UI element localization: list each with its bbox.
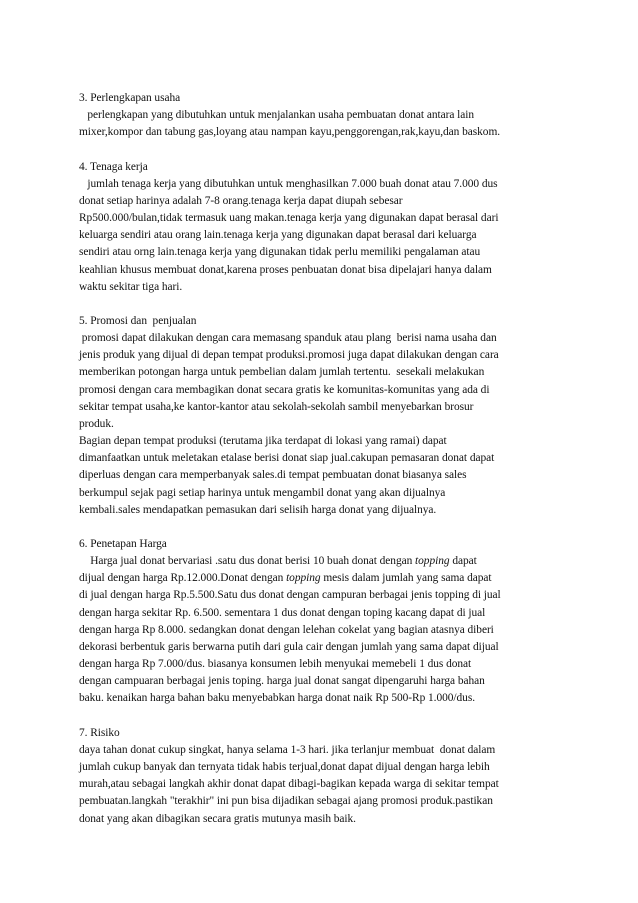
section-risiko: [79, 725, 569, 828]
section-harga: [79, 536, 569, 708]
document-page: [79, 90, 569, 845]
section-heading: [79, 725, 569, 742]
text-run: di jual dengan harga Rp.5.500.Satu dus donat dengan campuran berbagai jenis topping di jual: [79, 589, 501, 602]
paragraph-line: [79, 622, 569, 639]
text-run: Bagian depan tempat produksi (terutama jika terdapat di lokasi yang ramai) dapat: [79, 435, 447, 448]
text-run: mixer,kompor dan tabung gas,loyang atau nampan kayu,penggorengan,rak,kayu,dan baskom.: [79, 126, 501, 139]
text-run: berkumpul sejak pagi setiap harinya untuk mengambil donat yang akan dijualnya: [79, 486, 446, 499]
text-run: diperluas dengan cara memperbanyak sales.di tempat pembuatan donat biasanya sales: [79, 469, 467, 482]
paragraph-line: [79, 587, 569, 604]
paragraph-line: [79, 553, 569, 570]
paragraph-line: [79, 227, 569, 244]
text-run: dijual dengan harga Rp.12.000.Donat dengan: [79, 572, 287, 585]
text-run: 6. Penetapan Harga: [79, 538, 167, 551]
paragraph-line: [79, 382, 569, 399]
paragraph-line: [79, 605, 569, 622]
text-run: 5. Promosi dan penjualan: [79, 315, 197, 327]
text-run: waktu sekitar tiga hari.: [79, 280, 183, 293]
text-run: Rp500.000/bulan,tidak termasuk uang makan.tenaga kerja yang digunakan dapat berasal dari: [79, 212, 499, 225]
paragraph-line: [79, 107, 569, 124]
section-promosi: [79, 313, 569, 519]
paragraph-line: [79, 811, 569, 828]
paragraph-line: [79, 330, 569, 347]
paragraph-line: [79, 502, 569, 519]
italic-term: topping: [415, 555, 450, 568]
paragraph-line: [79, 347, 569, 364]
text-run: keahlian khusus membuat donat,karena proses penbuatan donat bisa dipelajari hanya dalam: [79, 263, 492, 276]
text-run: pembuatan.langkah "terakhir" ini pun bisa dijadikan sebagai ajang promosi produk.pastikan: [79, 795, 493, 808]
text-run: dengan campuaran berbagai jenis toping. harga jual donat sangat dipengaruhi harga bahan: [79, 675, 485, 688]
text-run: dengan harga sekitar Rp. 6.500. sementara 1 dus donat dengan toping kacang dapat di jual: [79, 606, 486, 619]
text-run: perlengkapan yang dibutuhkan untuk menjalankan usaha pembuatan donat antara lain: [79, 109, 475, 122]
paragraph-line: [79, 485, 569, 502]
paragraph-line: [79, 262, 569, 279]
paragraph-line: [79, 656, 569, 673]
paragraph-line: [79, 416, 569, 433]
paragraph-line: [79, 673, 569, 690]
paragraph-line: [79, 176, 569, 193]
paragraph-line: [79, 124, 569, 141]
text-run: dengan harga Rp 8.000. sedangkan donat dengan lelehan cokelat yang bagian atasnya diberi: [79, 623, 494, 636]
text-run: dengan harga Rp 7.000/dus. biasanya konsumen lebih menyukai memebeli 1 dus donat: [79, 658, 472, 671]
text-run: dekorasi berbentuk garis berwarna putih dari gula cair dengan jumlah yang sama dapat dijual: [79, 640, 499, 653]
paragraph-line: [79, 690, 569, 707]
text-run: donat setiap harinya adalah 7-8 orang.tenaga kerja dapat diupah sebesar: [79, 194, 403, 207]
paragraph-line: [79, 210, 569, 227]
section-heading: [79, 536, 569, 553]
paragraph-line: [79, 639, 569, 656]
paragraph-line: [79, 399, 569, 416]
paragraph-line: [79, 193, 569, 210]
text-run: sendiri atau orng lain.tenaga kerja yang digunakan tidak perlu memiliki pengalaman atau: [79, 246, 481, 259]
text-run: kembali.sales mendapatkan pemasukan dari selisih harga donat yang dijualnya.: [79, 503, 437, 516]
paragraph-line: [79, 279, 569, 296]
paragraph-line: [79, 776, 569, 793]
paragraph-line: [79, 742, 569, 759]
text-run: keluarga sendiri atau orang lain.tenaga kerja yang digunakan dapat berasal dari keluarga: [79, 229, 477, 242]
paragraph-line: [79, 364, 569, 381]
text-run: jumlah tenaga kerja yang dibutuhkan untuk menghasilkan 7.000 buah donat atau 7.000 dus: [79, 177, 498, 190]
text-run: sekitar tempat usaha,ke kantor-kantor atau sekolah-sekolah sambil menyebarkan brosur: [79, 400, 474, 413]
paragraph-line: [79, 759, 569, 776]
text-run: promosi dapat dilakukan dengan cara memasang spanduk atau plang berisi nama usaha dan: [79, 332, 497, 345]
text-run: baku. kenaikan harga bahan baku menyebabkan harga donat naik Rp 500-Rp 1.000/dus.: [79, 692, 475, 705]
paragraph-line: [79, 793, 569, 810]
section-heading: [79, 90, 569, 107]
text-run: 4. Tenaga kerja: [79, 160, 148, 173]
text-run: 3. Perlengkapan usaha: [79, 92, 181, 104]
text-run: jenis produk yang dijual di depan tempat produksi.promosi juga dapat dilakukan dengan cara: [79, 349, 499, 362]
text-run: promosi dengan cara membagikan donat secara gratis ke komunitas-komunitas yang ada di: [79, 383, 490, 396]
section-heading: [79, 159, 569, 176]
text-run: dapat: [449, 555, 477, 568]
paragraph-line: [79, 570, 569, 587]
section-heading: [79, 313, 569, 330]
paragraph-line: [79, 244, 569, 261]
text-run: daya tahan donat cukup singkat, hanya selama 1-3 hari. jika terlanjur membuat donat dalam: [79, 743, 496, 756]
paragraph-line: [79, 467, 569, 484]
section-perlengkapan: [79, 90, 569, 141]
paragraph-line: [79, 450, 569, 467]
italic-term: topping: [286, 572, 321, 585]
text-run: produk.: [79, 417, 114, 430]
text-run: Harga jual donat bervariasi .satu dus donat berisi 10 buah donat dengan: [79, 555, 416, 568]
paragraph-line: [79, 433, 569, 450]
text-run: 7. Risiko: [79, 726, 120, 739]
text-run: memberikan potongan harga untuk pembelian dalam jumlah tertentu. sesekali melakukan: [79, 366, 485, 379]
text-run: donat yang akan dibagikan secara gratis mutunya masih baik.: [79, 812, 356, 825]
text-run: dimanfaatkan untuk meletakan etalase berisi donat siap jual.cakupan pemasaran donat dapat: [79, 452, 495, 465]
text-run: mesis dalam jumlah yang sama dapat: [320, 572, 492, 585]
section-tenaga-kerja: [79, 159, 569, 296]
text-run: murah,atau sebagai langkah akhir donat dapat dibagi-bagikan kepada warga di sekitar tempat: [79, 778, 499, 791]
text-run: jumlah cukup banyak dan ternyata tidak habis terjual,donat dapat dijual dengan harga lebih: [79, 761, 490, 774]
